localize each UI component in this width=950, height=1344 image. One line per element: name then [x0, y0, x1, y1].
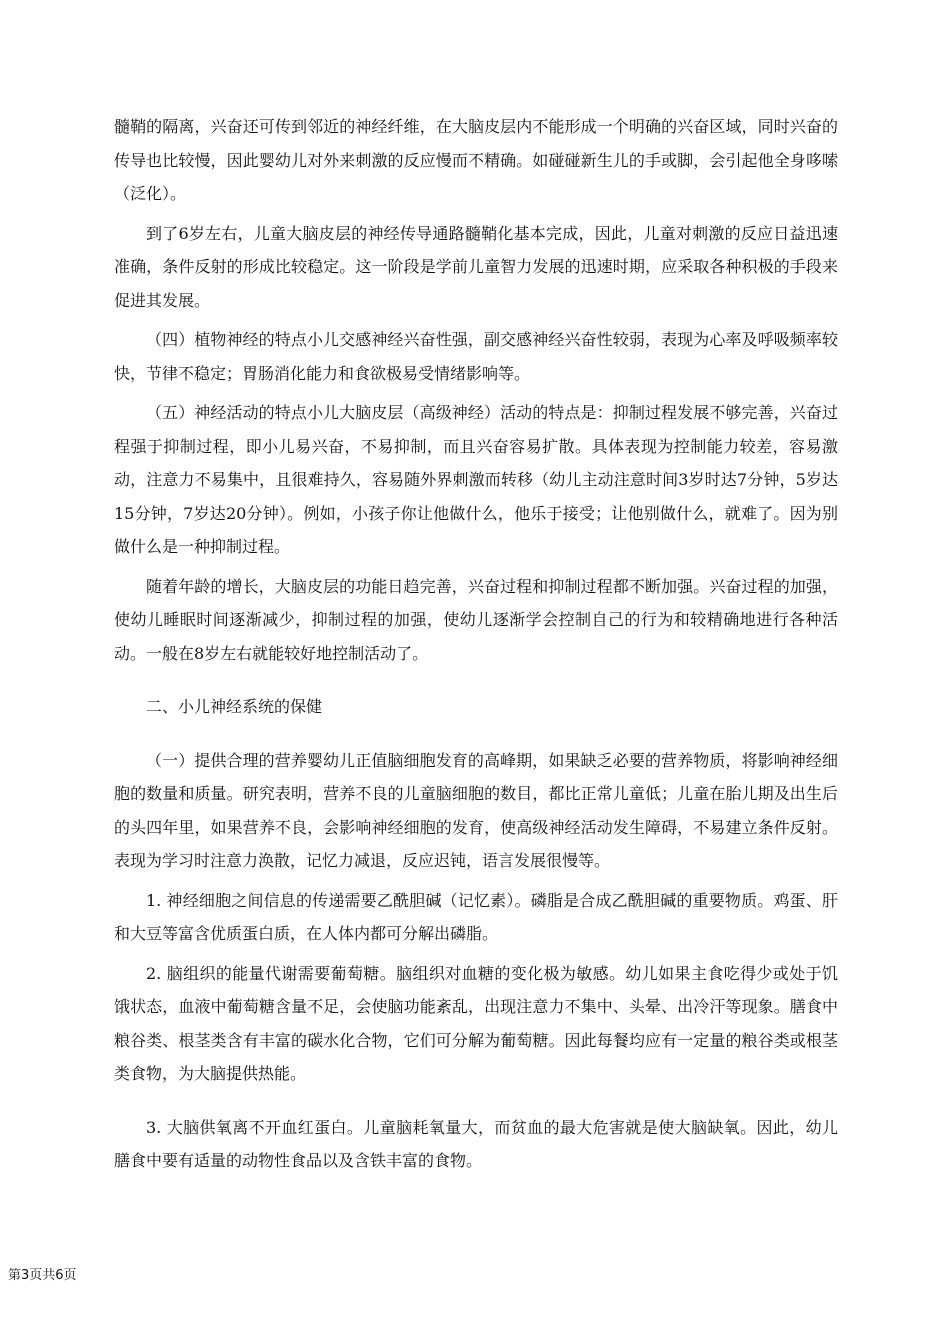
list-item-hemoglobin: 3. 大脑供氧离不开血红蛋白。儿童脑耗氧量大，而贫血的最大危害就是使大脑缺氧。因此，幼儿膳食中要有适量的动物性食品以及含铁丰富的食物。	[114, 1117, 838, 1170]
page-number-footer: 第3页共6页	[8, 1268, 77, 1283]
paragraph-myelination: 到了6岁左右，儿童大脑皮层的神经传导通路髓鞘化基本完成，因此，儿童对刺激的反应日益迅速准确，条件反射的形成比较稳定。这一阶段是学前儿童智力发展的迅速时期，应采取各种积极的手段来促进其发展。	[114, 223, 838, 310]
paragraph-nutrition: （一）提供合理的营养婴幼儿正值脑细胞发育的高峰期，如果缺乏必要的营养物质，将影响神经细胞的数量和质量。研究表明，营养不良的儿童脑细胞的数目，都比正常儿童低；儿童在胎儿期及出生后的头四年里，如果营养不良，会影响神经细胞的发育，使高级神经活动发生障碍，不易建立条件反射。表现为学习时注意力涣散，记忆力减退，反应迟钝，语言发展很慢等。	[114, 750, 838, 870]
paragraph-nerve-activity: （五）神经活动的特点小儿大脑皮层（高级神经）活动的特点是：抑制过程发展不够完善，兴奋过程强于抑制过程，即小儿易兴奋，不易抑制，而且兴奋容易扩散。具体表现为控制能力较差，容易激动，注意力不易集中，且很难持久，容易随外界刺激而转移（幼儿主动注意时间3岁时达7分钟，5岁达15分钟，7岁达20分钟）。例如，小孩子你让他做什么，他乐于接受；让他别做什么，就难了。因为别做什么是一种抑制过程。	[114, 403, 838, 556]
section-heading: 二、小儿神经系统的保健	[146, 697, 323, 716]
document-body	[114, 110, 838, 1178]
list-item-glucose: 2. 脑组织的能量代谢需要葡萄糖。脑组织对血糖的变化极为敏感。幼儿如果主食吃得少或处于饥饿状态，血液中葡萄糖含量不足，会使脑功能紊乱，出现注意力不集中、头晕、出冷汗等现象。膳食中粮谷类、根茎类含有丰富的碳水化合物，它们可分解为葡萄糖。因此每餐均应有一定量的粮谷类或根茎类食物，为大脑提供热能。	[114, 963, 838, 1083]
paragraph-continuation: 髓鞘的隔离，兴奋还可传到邻近的神经纤维，在大脑皮层内不能形成一个明确的兴奋区域，同时兴奋的传导也比较慢，因此婴幼儿对外来刺激的反应慢而不精确。如碰碰新生儿的手或脚，会引起他全身哆嗦（泛化）。	[114, 117, 838, 203]
list-item-acetylcholine: 1. 神经细胞之间信息的传递需要乙酰胆碱（记忆素）。磷脂是合成乙酰胆碱的重要物质。鸡蛋、肝和大豆等富含优质蛋白质，在人体内都可分解出磷脂。	[114, 890, 838, 943]
paragraph-age-development: 随着年龄的增长，大脑皮层的功能日趋完善，兴奋过程和抑制过程都不断加强。兴奋过程的加强，使幼儿睡眠时间逐渐减少，抑制过程的加强，使幼儿逐渐学会控制自己的行为和较精确地进行各种活动。一般在8岁左右就能较好地控制活动了。	[114, 576, 838, 663]
paragraph-autonomic-nerve: （四）植物神经的特点小儿交感神经兴奋性强，副交感神经兴奋性较弱，表现为心率及呼吸频率较快，节律不稳定；胃肠消化能力和食欲极易受情绪影响等。	[114, 330, 838, 383]
